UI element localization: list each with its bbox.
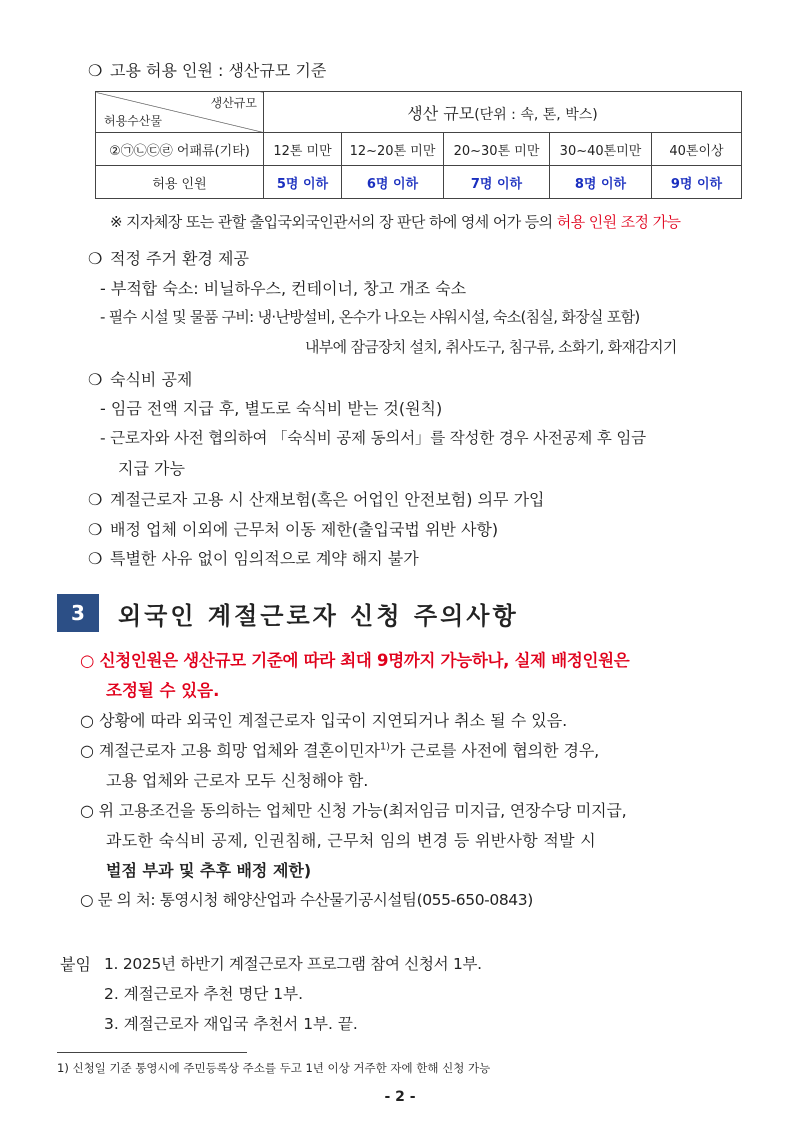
table-quota-cell: 9명 이하 [652, 166, 742, 199]
notice-text-cont: 가 근로를 사전에 협의한 경우, [389, 741, 600, 760]
bullet-insurance [88, 487, 545, 510]
header-allowed-product: 허용수산물 [104, 114, 162, 128]
notice-max-applicants [80, 647, 629, 671]
note-text: ※ 지자체장 또는 관할 출입국외국인관서의 장 판단 하에 영세 어가 등의 [110, 213, 557, 231]
bullet-marker: ❍ [88, 370, 103, 389]
section-title: 외국인 계절근로자 신청 주의사항 [118, 602, 519, 630]
header-main-title: 생산 규모 [407, 103, 475, 123]
bullet-marker: ❍ [88, 549, 103, 568]
bullet-text: 숙식비 공제 [110, 370, 193, 389]
notice-conditions-cont: 과도한 숙식비 공제, 인권침해, 근무처 임의 변경 등 위반사항 적발 시 [106, 831, 597, 850]
housing-sub-unsuitable: - 부적합 숙소: 비닐하우스, 컨테이너, 창고 개조 숙소 [100, 279, 467, 298]
footnote-ref: 1) [379, 741, 390, 753]
lodging-sub-agreement-cont: 지급 가능 [118, 459, 185, 478]
header-unit: (단위 : 속, 톤, 박스) [474, 106, 598, 123]
table-header-main [264, 92, 742, 133]
notice-contact [80, 888, 533, 910]
bullet-workplace-restriction [88, 517, 498, 540]
notice-marker: ○ [80, 651, 95, 670]
bullet-text: 적정 주거 환경 제공 [110, 249, 249, 268]
notice-text: 상황에 따라 외국인 계절근로자 입국이 지연되거나 취소 될 수 있음. [99, 711, 568, 730]
table-category-cell: 40톤이상 [652, 133, 742, 166]
notice-text: 신청인원은 생산규모 기준에 따라 최대 9명까지 가능하나, 실제 배정인원은 [99, 651, 630, 670]
notice-conditions [80, 798, 627, 821]
housing-sub-facilities-cont: 내부에 잠금장치 설치, 취사도구, 침구류, 소화기, 화재감지기 [305, 338, 677, 356]
bullet-marker: ❍ [88, 61, 103, 80]
row-label-product: ②㉠㉡㉢㉣ 어패류(기타) [96, 133, 264, 166]
quota-note [110, 211, 680, 232]
notice-marker: ○ [80, 801, 94, 820]
attachment-item: 3. 계절근로자 재입국 추천서 1부. 끝. [104, 1015, 358, 1033]
notice-delay [80, 708, 567, 731]
notice-marriage-migrant-cont: 고용 업체와 근로자 모두 신청해야 함. [106, 771, 369, 790]
table-category-cell: 20~30톤 미만 [444, 133, 550, 166]
footnote-divider [57, 1052, 247, 1053]
quota-table [95, 91, 742, 199]
notice-marriage-migrant [80, 738, 599, 761]
table-category-cell: 12~20톤 미만 [342, 133, 444, 166]
notice-max-applicants-cont: 조정될 수 있음. [106, 681, 220, 700]
notice-text: 위 고용조건을 동의하는 업체만 신청 가능(최저임금 미지급, 연장수당 미지급, [98, 801, 627, 820]
bullet-text: 고용 허용 인원 : 생산규모 기준 [110, 61, 327, 80]
section-number: 3 [57, 594, 99, 632]
footnote: 1) 신청일 기준 통영시에 주민등록상 주소를 두고 1년 이상 거주한 자에 한해 신청 가능 [57, 1061, 491, 1075]
header-production-scale: 생산규모 [210, 96, 257, 110]
bullet-marker: ❍ [88, 249, 103, 268]
table-quota-cell: 6명 이하 [342, 166, 444, 199]
bullet-housing [88, 246, 249, 269]
table-corner-cell [96, 92, 264, 133]
bullet-contract-termination [88, 546, 419, 569]
bullet-text: 계절근로자 고용 시 산재보험(혹은 어업인 안전보험) 의무 가입 [110, 490, 545, 509]
table-category-cell: 30~40톤미만 [550, 133, 652, 166]
notice-text: 문 의 처: 통영시청 해양산업과 수산물기공시설팀(055-650-0843) [97, 891, 533, 909]
bullet-marker: ❍ [88, 490, 103, 509]
attachments-label: 붙임 [60, 955, 91, 974]
notice-text: 계절근로자 고용 희망 업체와 결혼이민자 [98, 741, 380, 760]
lodging-sub-agreement: - 근로자와 사전 협의하여 「숙식비 공제 동의서」를 작성한 경우 사전공제 후 임금 [100, 429, 646, 447]
attachment-item: 1. 2025년 하반기 계절근로자 프로그램 참여 신청서 1부. [104, 955, 482, 973]
table-quota-cell: 7명 이하 [444, 166, 550, 199]
housing-sub-facilities: - 필수 시설 및 물품 구비: 냉·난방설비, 온수가 나오는 샤워시설, 숙소(침실, 화장실 포함) [100, 308, 640, 326]
note-highlight: 허용 인원 조정 가능 [556, 213, 681, 231]
bullet-marker: ❍ [88, 520, 103, 539]
page-number: - 2 - [384, 1089, 416, 1105]
table-quota-cell: 8명 이하 [550, 166, 652, 199]
row-label-quota: 허용 인원 [96, 166, 264, 199]
bullet-lodging-deduction [88, 367, 192, 390]
notice-conditions-penalty: 벌점 부과 및 추후 배정 제한) [106, 861, 312, 880]
notice-marker: ○ [80, 711, 94, 730]
bullet-text: 배정 업체 이외에 근무처 이동 제한(출입국법 위반 사항) [110, 520, 499, 539]
table-category-cell: 12톤 미만 [264, 133, 342, 166]
notice-marker: ○ [80, 741, 94, 760]
attachment-item: 2. 계절근로자 추천 명단 1부. [104, 985, 304, 1003]
lodging-sub-principle: - 임금 전액 지급 후, 별도로 숙식비 받는 것(원칙) [100, 399, 443, 418]
notice-marker: ○ [80, 891, 94, 909]
bullet-text: 특별한 사유 없이 임의적으로 계약 해지 불가 [110, 549, 419, 568]
table-quota-cell: 5명 이하 [264, 166, 342, 199]
bullet-employment-quota [88, 58, 326, 81]
